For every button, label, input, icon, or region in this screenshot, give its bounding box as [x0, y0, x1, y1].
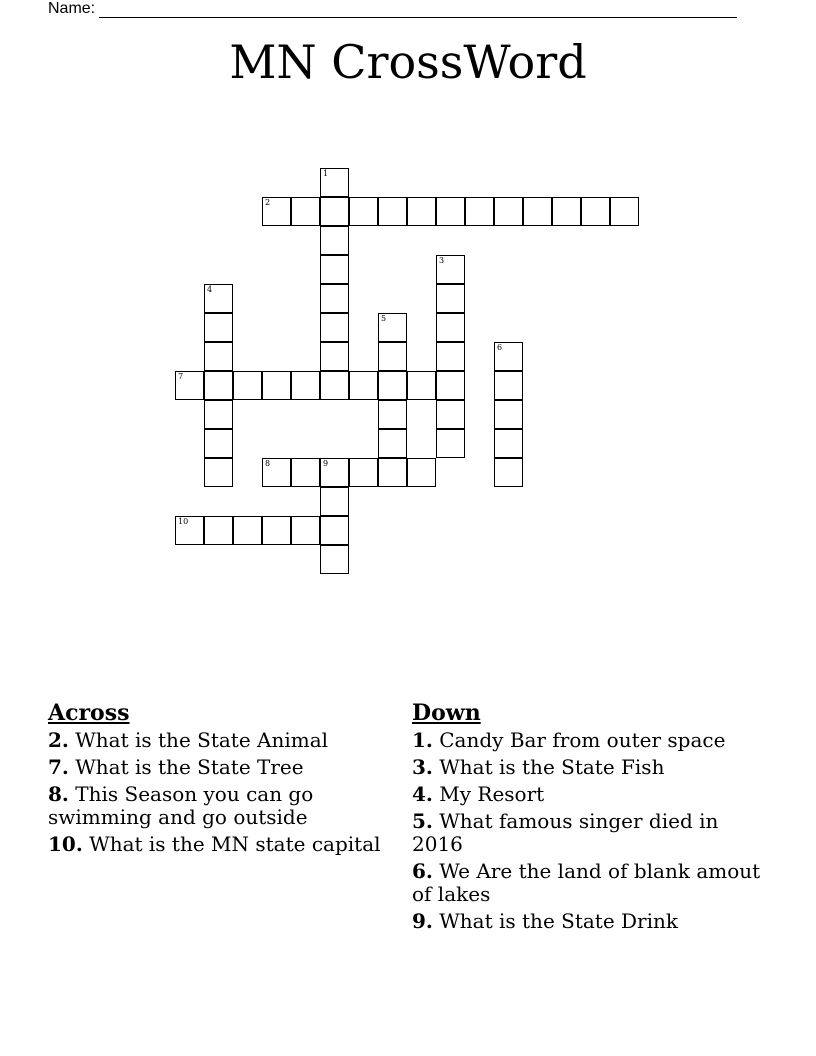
down-clue [412, 783, 762, 806]
across-clue [48, 783, 398, 829]
clue-num: 8. [48, 782, 69, 806]
grid-cell[interactable] [204, 284, 233, 313]
clue-num: 7. [48, 755, 69, 779]
grid-cell[interactable] [407, 197, 436, 226]
down-clue [412, 860, 762, 906]
grid-cell[interactable] [349, 458, 378, 487]
clue-number: 3 [439, 256, 445, 265]
grid-cell[interactable] [436, 429, 465, 458]
grid-cell[interactable] [320, 458, 349, 487]
clue-text: What is the State Fish [432, 755, 665, 779]
clue-number: 10 [178, 517, 189, 526]
grid-cell[interactable] [291, 197, 320, 226]
grid-cell[interactable] [320, 516, 349, 545]
clue-number: 8 [265, 459, 271, 468]
grid-cell[interactable] [320, 226, 349, 255]
name-label: Name: [48, 0, 96, 17]
clue-text: This Season you can go swimming and go outside [48, 782, 314, 829]
grid-cell[interactable] [436, 255, 465, 284]
grid-cell[interactable] [204, 313, 233, 342]
grid-cell[interactable] [523, 197, 552, 226]
grid-cell[interactable] [436, 371, 465, 400]
clue-num: 5. [412, 809, 433, 833]
grid-cell[interactable] [378, 400, 407, 429]
grid-cell[interactable] [320, 371, 349, 400]
grid-cell[interactable] [407, 371, 436, 400]
page-title: MN CrossWord [229, 35, 587, 89]
across-clue [48, 756, 398, 779]
clue-num: 9. [412, 909, 433, 933]
down-clue [412, 910, 762, 933]
clue-num: 6. [412, 859, 433, 883]
down-clues [412, 700, 762, 937]
clue-text: What is the MN state capital [82, 832, 381, 856]
clue-number: 9 [323, 459, 329, 468]
grid-cell[interactable] [494, 371, 523, 400]
down-clue [412, 729, 762, 752]
grid-cell[interactable] [291, 458, 320, 487]
grid-cell[interactable] [552, 197, 581, 226]
grid-cell[interactable] [320, 545, 349, 574]
down-clue [412, 756, 762, 779]
clue-number: 4 [207, 285, 213, 294]
grid-cell[interactable] [320, 168, 349, 197]
grid-cell[interactable] [262, 197, 291, 226]
grid-cell[interactable] [378, 458, 407, 487]
grid-cell[interactable] [204, 429, 233, 458]
clue-number: 7 [178, 372, 184, 381]
grid-cell[interactable] [262, 516, 291, 545]
grid-cell[interactable] [610, 197, 639, 226]
grid-cell[interactable] [378, 313, 407, 342]
across-heading: Across [48, 700, 130, 726]
grid-cell[interactable] [436, 197, 465, 226]
grid-cell[interactable] [291, 516, 320, 545]
grid-cell[interactable] [320, 313, 349, 342]
grid-cell[interactable] [494, 458, 523, 487]
clue-text: What is the State Tree [68, 755, 304, 779]
grid-cell[interactable] [320, 284, 349, 313]
clue-number: 6 [497, 343, 503, 352]
clue-text: What is the State Animal [68, 728, 329, 752]
grid-cell[interactable] [320, 255, 349, 284]
grid-cell[interactable] [262, 458, 291, 487]
grid-cell[interactable] [581, 197, 610, 226]
grid-cell[interactable] [233, 516, 262, 545]
down-clue-list [412, 729, 762, 933]
clue-num: 1. [412, 728, 433, 752]
grid-cell[interactable] [349, 197, 378, 226]
grid-cell[interactable] [204, 516, 233, 545]
grid-cell[interactable] [378, 429, 407, 458]
grid-cell[interactable] [465, 197, 494, 226]
grid-cell[interactable] [320, 487, 349, 516]
clue-num: 2. [48, 728, 69, 752]
grid-cell[interactable] [320, 342, 349, 371]
grid-cell[interactable] [349, 371, 378, 400]
grid-cell[interactable] [204, 458, 233, 487]
grid-cell[interactable] [436, 342, 465, 371]
clue-text: My Resort [432, 782, 545, 806]
grid-cell[interactable] [436, 313, 465, 342]
clue-number: 1 [323, 169, 329, 178]
clue-text: Candy Bar from outer space [432, 728, 726, 752]
across-clue-list [48, 729, 398, 856]
grid-cell[interactable] [233, 371, 262, 400]
grid-cell[interactable] [378, 371, 407, 400]
grid-cell[interactable] [204, 400, 233, 429]
clue-text: We Are the land of blank amout of lakes [412, 859, 761, 906]
across-clue [48, 729, 398, 752]
grid-cell[interactable] [378, 197, 407, 226]
grid-cell[interactable] [436, 284, 465, 313]
grid-cell[interactable] [436, 400, 465, 429]
grid-cell[interactable] [175, 371, 204, 400]
grid-cell[interactable] [494, 342, 523, 371]
down-heading: Down [412, 700, 481, 726]
clue-text: What famous singer died in 2016 [412, 809, 719, 856]
down-clue [412, 810, 762, 856]
grid-cell[interactable] [262, 371, 291, 400]
clue-num: 3. [412, 755, 433, 779]
grid-cell[interactable] [494, 400, 523, 429]
clue-number: 5 [381, 314, 387, 323]
grid-cell[interactable] [378, 342, 407, 371]
grid-cell[interactable] [407, 458, 436, 487]
clue-text: What is the State Drink [432, 909, 679, 933]
grid-cell[interactable] [204, 371, 233, 400]
grid-cell[interactable] [320, 197, 349, 226]
grid-cell[interactable] [494, 197, 523, 226]
clue-num: 10. [48, 832, 83, 856]
across-clues [48, 700, 398, 860]
grid-cell[interactable] [175, 516, 204, 545]
grid-cell[interactable] [291, 371, 320, 400]
grid-cell[interactable] [494, 429, 523, 458]
clue-num: 4. [412, 782, 433, 806]
grid-cell[interactable] [204, 342, 233, 371]
across-clue [48, 833, 398, 856]
clue-number: 2 [265, 198, 271, 207]
